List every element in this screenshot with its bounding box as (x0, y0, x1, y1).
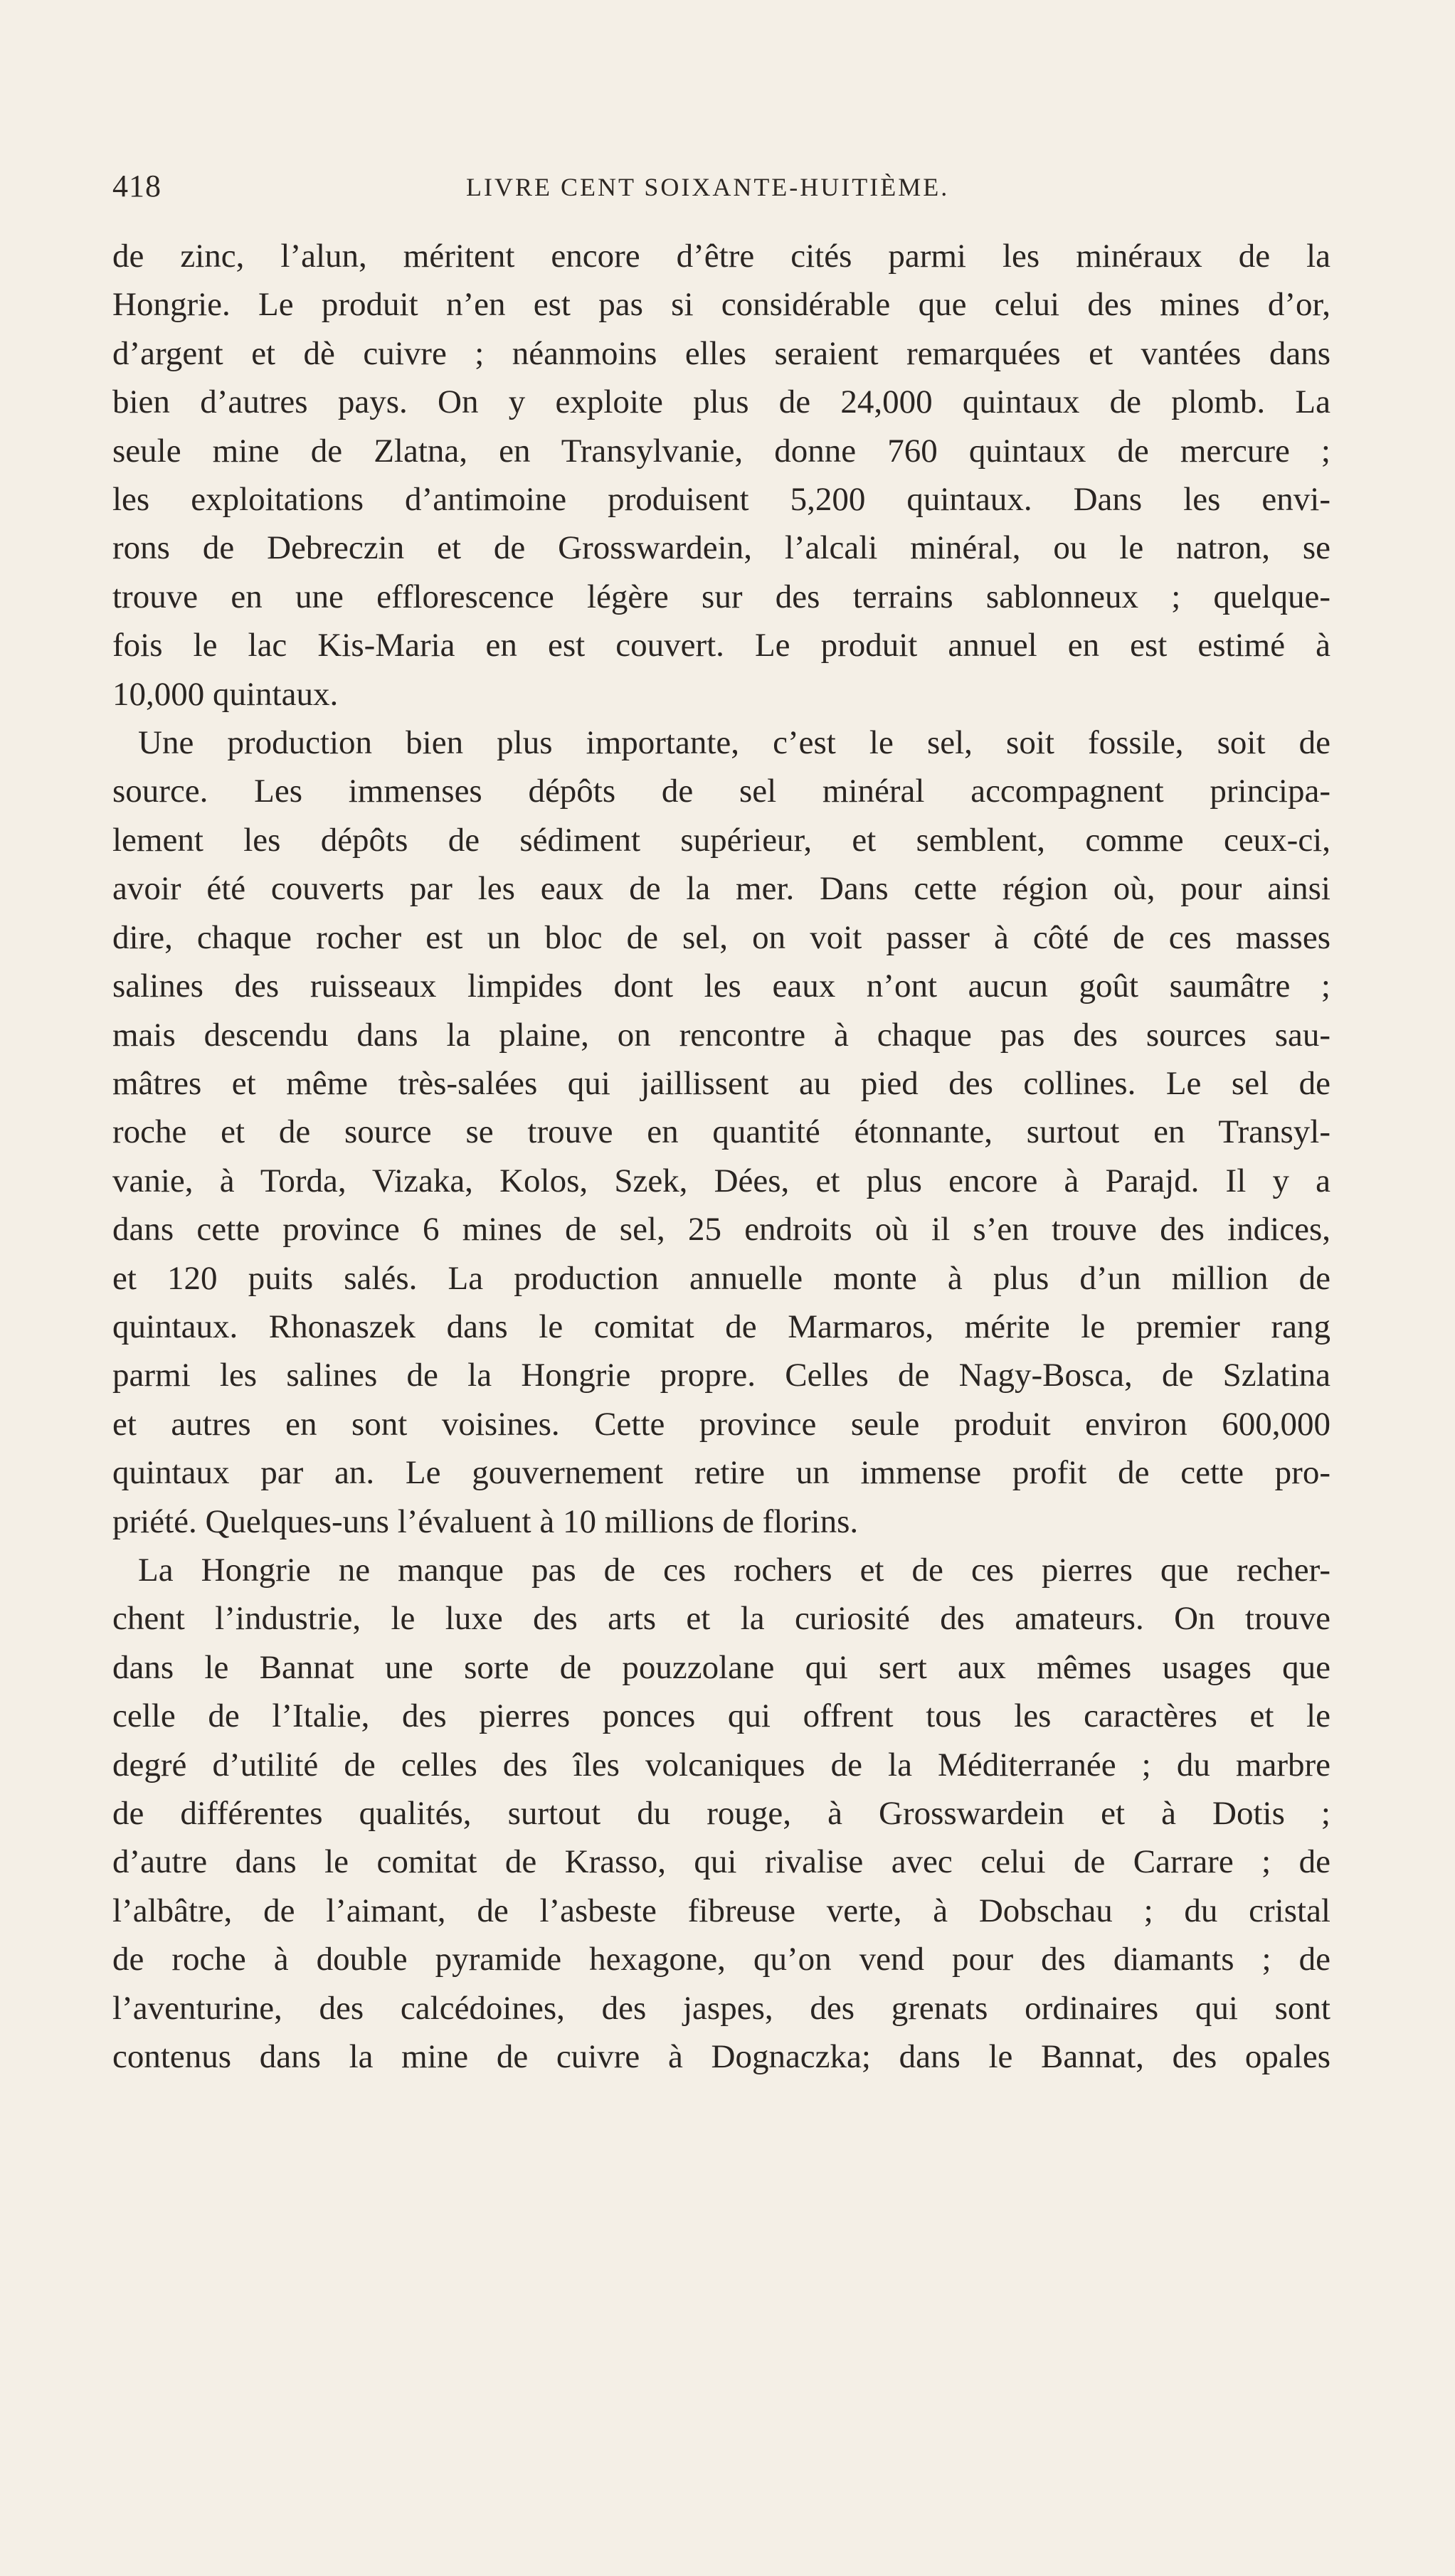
text-line: La Hongrie ne manque pas de ces rochers et de ces pierres que recher- (138, 1551, 1330, 1589)
paragraph-1 (112, 232, 1330, 719)
paragraph-2 (112, 719, 1330, 1546)
text-line: de différentes qualités, surtout du rouge, à Grosswardein et à Dotis ; (112, 1795, 1330, 1832)
paragraph-3 (112, 1546, 1330, 2081)
text-line: quintaux par an. Le gouvernement retire un immense profit de cette pro- (112, 1454, 1330, 1492)
page-number: 418 (112, 169, 162, 203)
text-line: l’albâtre, de l’aimant, de l’asbeste fibreuse verte, à Dobschau ; du cristal (112, 1892, 1330, 1929)
text-line: dans le Bannat une sorte de pouzzolane qui sert aux mêmes usages que (112, 1648, 1330, 1686)
text-line: Une production bien plus importante, c’est le sel, soit fossile, soit de (138, 724, 1330, 762)
text-line: source. Les immenses dépôts de sel minéral accompagnent principa- (112, 773, 1330, 810)
text-line: lement les dépôts de sédiment supérieur, et semblent, comme ceux-ci, (112, 821, 1330, 859)
text-line: avoir été couverts par les eaux de la mer. Dans cette région où, pour ainsi (112, 870, 1330, 908)
text-line: contenus dans la mine de cuivre à Dognaczka; dans le Bannat, des opales (112, 2038, 1330, 2076)
text-line: et 120 puits salés. La production annuelle monte à plus d’un million de (112, 1259, 1330, 1297)
text-line: roche et de source se trouve en quantité étonnante, surtout en Transyl- (112, 1113, 1330, 1151)
text-line: priété. Quelques-uns l’évaluent à 10 millions de florins. (112, 1502, 859, 1540)
text-line: seule mine de Zlatna, en Transylvanie, donne 760 quintaux de mercure ; (112, 432, 1330, 470)
text-line: rons de Debreczin et de Grosswardein, l’alcali minéral, ou le natron, se (112, 529, 1330, 567)
text-line: de zinc, l’alun, méritent encore d’être cités parmi les minéraux de la (112, 238, 1330, 275)
text-line: vanie, à Torda, Vizaka, Kolos, Szek, Dées, et plus encore à Parajd. Il y a (112, 1162, 1330, 1199)
text-line: de roche à double pyramide hexagone, qu’on vend pour des diamants ; de (112, 1941, 1330, 1978)
text-line: mais descendu dans la plaine, on rencontre à chaque pas des sources sau- (112, 1016, 1330, 1054)
text-line: Hongrie. Le produit n’en est pas si considérable que celui des mines d’or, (112, 286, 1330, 324)
body-text (112, 232, 1330, 2081)
text-line: celle de l’Italie, des pierres ponces qui offrent tous les caractères et le (112, 1697, 1330, 1735)
text-line: dans cette province 6 mines de sel, 25 endroits où il s’en trouve des indices, (112, 1211, 1330, 1249)
text-line: bien d’autres pays. On y exploite plus de 24,000 quintaux de plomb. La (112, 383, 1330, 421)
text-line: mâtres et même très-salées qui jaillissent au pied des collines. Le sel de (112, 1064, 1330, 1102)
text-line: trouve en une efflorescence légère sur des terrains sablonneux ; quelque- (112, 578, 1330, 615)
text-line: dire, chaque rocher est un bloc de sel, on voit passer à côté de ces masses (112, 918, 1330, 956)
text-line: parmi les salines de la Hongrie propre. Celles de Nagy-Bosca, de Szlatina (112, 1357, 1330, 1394)
text-line: d’autre dans le comitat de Krasso, qui rivalise avec celui de Carrare ; de (112, 1843, 1330, 1881)
text-line: les exploitations d’antimoine produisent 5,200 quintaux. Dans les envi- (112, 481, 1330, 519)
text-line: chent l’industrie, le luxe des arts et la curiosité des amateurs. On trouve (112, 1600, 1330, 1638)
text-line: l’aventurine, des calcédoines, des jaspes, des grenats ordinaires qui sont (112, 1989, 1330, 2027)
text-line: salines des ruisseaux limpides dont les eaux n’ont aucun goût saumâtre ; (112, 968, 1330, 1005)
text-line: degré d’utilité de celles des îles volcaniques de la Méditerranée ; du marbre (112, 1746, 1330, 1783)
text-line: et autres en sont voisines. Cette province seule produit environ 600,000 (112, 1405, 1330, 1443)
page-header (112, 168, 1329, 211)
running-head: LIVRE CENT SOIXANTE-HUITIÈME. (466, 173, 950, 201)
text-line: fois le lac Kis-Maria en est couvert. Le produit annuel en est estimé à (112, 627, 1330, 664)
text-line: quintaux. Rhonaszek dans le comitat de Marmaros, mérite le premier rang (112, 1308, 1330, 1345)
text-line: d’argent et dè cuivre ; néanmoins elles seraient remarquées et vantées dans (112, 334, 1330, 372)
text-line: 10,000 quintaux. (112, 675, 339, 713)
